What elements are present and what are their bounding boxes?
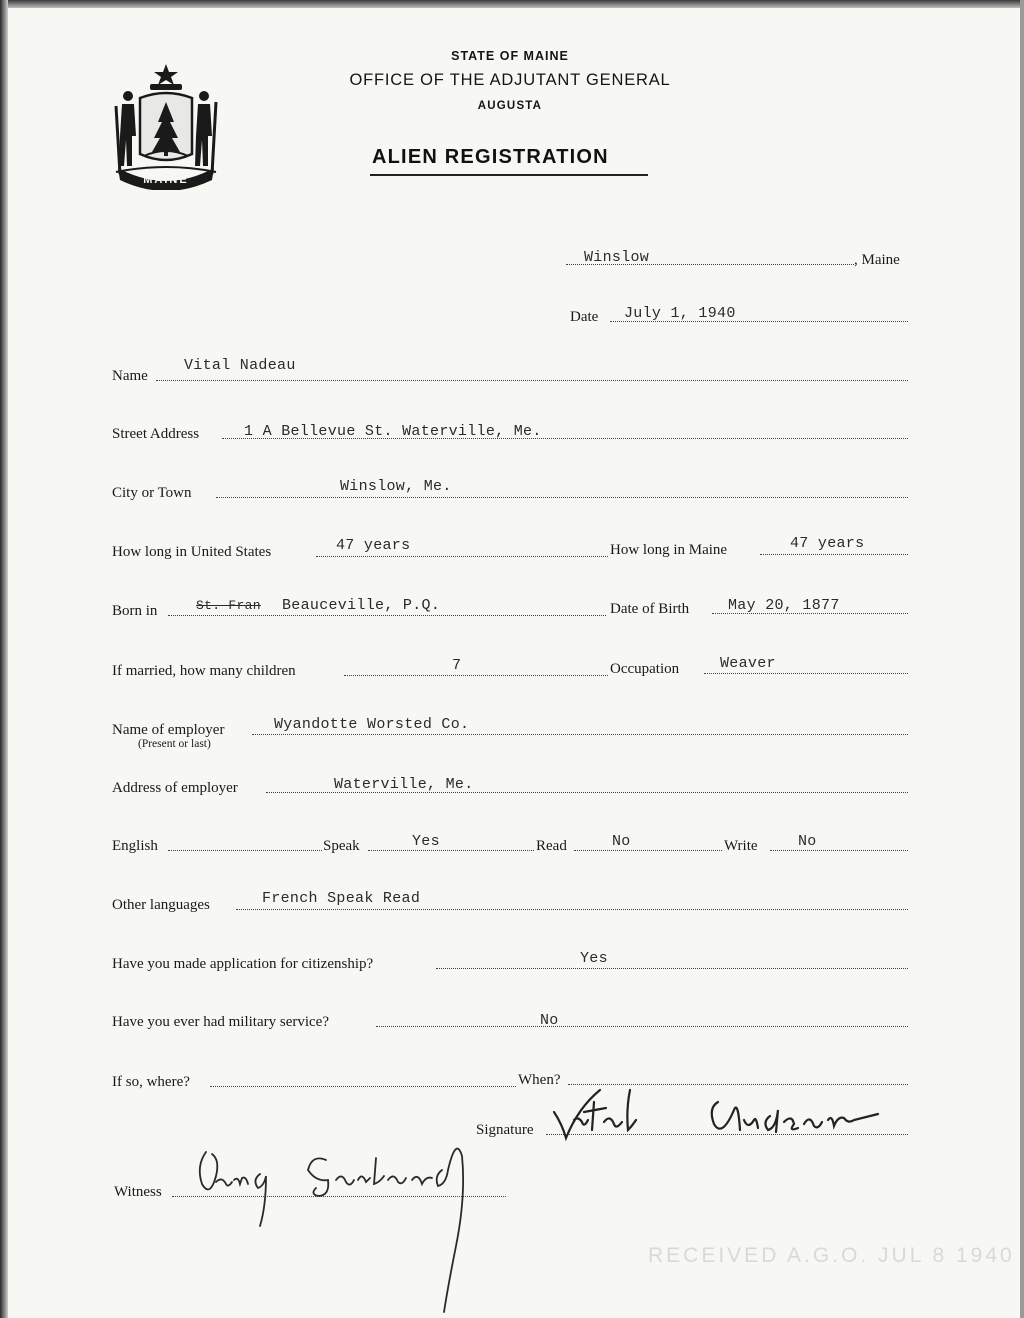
scan-edge-right xyxy=(1020,0,1024,1318)
english-write-value: No xyxy=(798,833,817,850)
place-value: Winslow xyxy=(584,249,650,266)
maine-seal-icon xyxy=(112,62,220,190)
how-long-maine-value: 47 years xyxy=(790,535,865,552)
date-value: July 1, 1940 xyxy=(624,305,736,322)
date-label: Date xyxy=(570,309,599,325)
received-stamp: RECEIVED A.G.O. JUL 8 1940 xyxy=(648,1244,1015,1267)
header-state: STATE OF MAINE xyxy=(451,49,569,63)
employer-address-value: Waterville, Me. xyxy=(334,776,474,793)
witness-label: Witness xyxy=(114,1184,162,1200)
military-label: Have you ever had military service? xyxy=(112,1014,329,1030)
occupation-line xyxy=(704,673,908,674)
title-underline xyxy=(370,174,648,176)
where-label: If so, where? xyxy=(112,1074,190,1090)
header-office: OFFICE OF THE ADJUTANT GENERAL xyxy=(349,71,671,89)
how-long-us-line xyxy=(316,556,608,557)
citizenship-label: Have you made application for citizenship? xyxy=(112,956,374,972)
employer-address-label: Address of employer xyxy=(112,780,238,796)
military-line xyxy=(376,1026,908,1027)
employer-label: Name of employer xyxy=(112,722,225,738)
applicant-signature xyxy=(548,1080,898,1150)
employer-value: Wyandotte Worsted Co. xyxy=(274,716,470,733)
english-label: English xyxy=(112,838,158,854)
how-long-maine-line xyxy=(760,554,908,555)
witness-signature xyxy=(176,1136,476,1316)
english-speak-label: Speak xyxy=(323,838,360,854)
citizenship-line xyxy=(436,968,908,969)
city-town-label: City or Town xyxy=(112,485,192,501)
english-read-line xyxy=(574,850,722,851)
employer-sublabel: (Present or last) xyxy=(138,738,211,750)
city-town-line xyxy=(216,497,908,498)
english-speak-line xyxy=(368,850,534,851)
signature-label: Signature xyxy=(476,1122,534,1138)
children-line xyxy=(344,675,608,676)
place-suffix: , Maine xyxy=(854,252,900,268)
english-read-label: Read xyxy=(536,838,567,854)
citizenship-value: Yes xyxy=(580,950,608,967)
born-in-struck-value: St. Fran xyxy=(196,598,261,613)
name-label: Name xyxy=(112,368,148,384)
other-languages-line xyxy=(236,909,908,910)
children-value: 7 xyxy=(452,657,462,674)
english-line xyxy=(168,850,322,851)
english-speak-value: Yes xyxy=(412,833,440,850)
scan-edge-top xyxy=(0,0,1024,8)
occupation-label: Occupation xyxy=(610,661,680,677)
city-town-value: Winslow, Me. xyxy=(340,478,452,495)
how-long-maine-label: How long in Maine xyxy=(610,542,728,558)
seal-text: MAINE xyxy=(143,174,189,186)
name-line xyxy=(156,380,908,381)
date-of-birth-label: Date of Birth xyxy=(610,601,690,617)
street-address-label: Street Address xyxy=(112,426,200,442)
when-label: When? xyxy=(518,1072,561,1088)
name-value: Vital Nadeau xyxy=(184,357,296,374)
employer-line xyxy=(252,734,908,735)
how-long-us-label: How long in United States xyxy=(112,544,272,560)
born-in-label: Born in xyxy=(112,603,158,619)
born-in-line xyxy=(168,615,606,616)
children-label: If married, how many children xyxy=(112,663,296,679)
english-write-label: Write xyxy=(724,838,758,854)
born-in-value: Beauceville, P.Q. xyxy=(282,597,441,614)
how-long-us-value: 47 years xyxy=(336,537,411,554)
other-languages-value: French Speak Read xyxy=(262,890,421,907)
date-of-birth-value: May 20, 1877 xyxy=(728,597,840,614)
english-read-value: No xyxy=(612,833,631,850)
header-city: AUGUSTA xyxy=(477,100,543,112)
page-title: ALIEN REGISTRATION xyxy=(372,146,609,168)
other-languages-label: Other languages xyxy=(112,897,210,913)
where-line xyxy=(210,1086,516,1087)
military-value: No xyxy=(540,1012,559,1029)
occupation-value: Weaver xyxy=(720,655,776,672)
street-address-value: 1 A Bellevue St. Waterville, Me. xyxy=(244,423,542,440)
english-write-line xyxy=(770,850,908,851)
scan-edge-left xyxy=(0,0,8,1318)
